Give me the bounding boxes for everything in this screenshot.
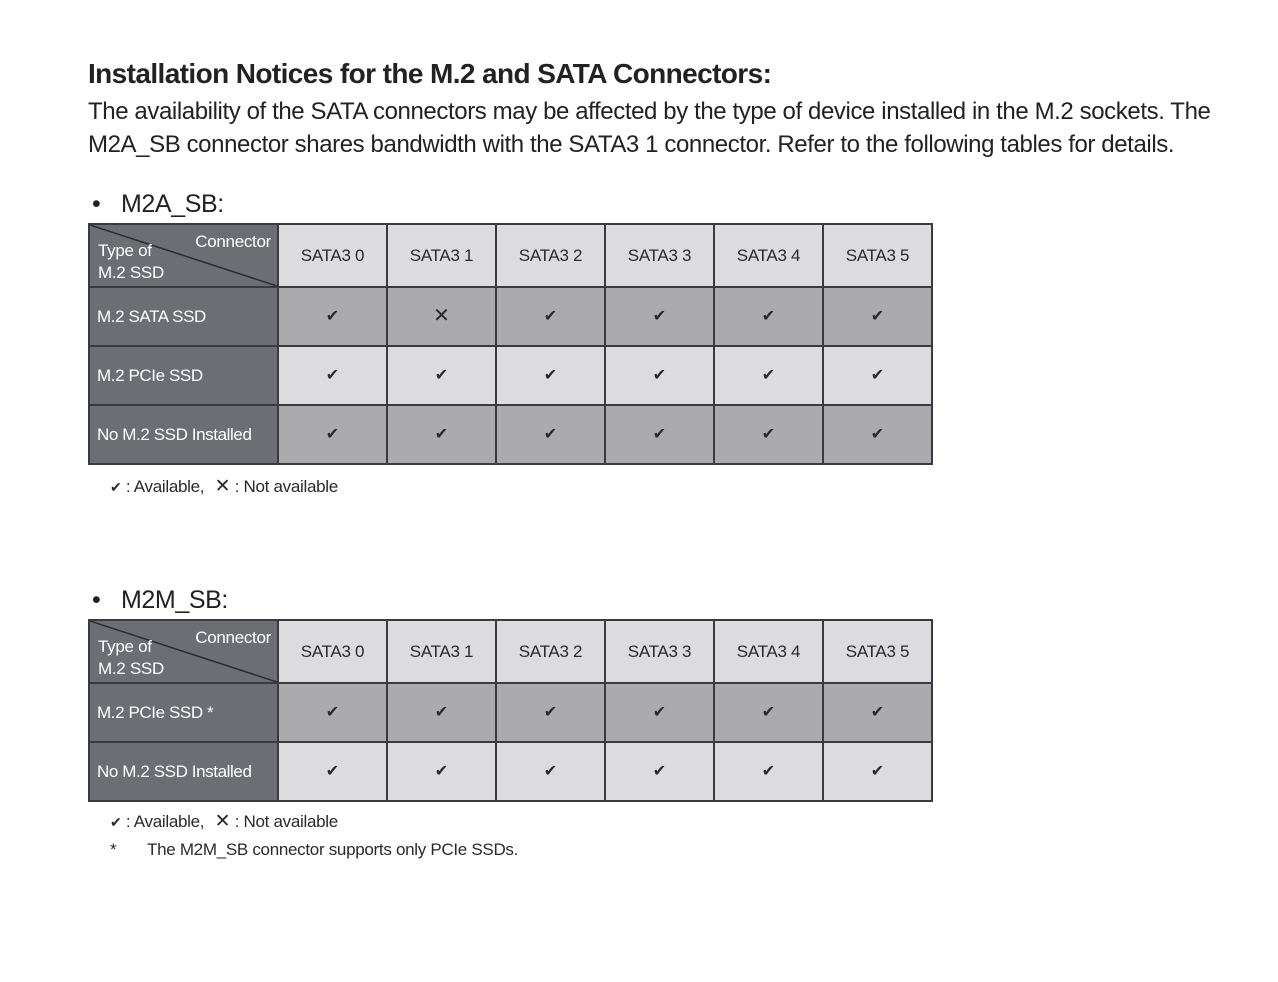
cross-icon: ✕ — [214, 811, 231, 832]
table-cell — [496, 405, 605, 464]
section-title-m2a-sb — [92, 190, 224, 219]
checkmark-icon: ✔ — [870, 366, 885, 384]
column-header-sata3-1: SATA3 1 — [387, 620, 496, 683]
table-cell — [278, 742, 387, 801]
column-header-sata3-1: SATA3 1 — [387, 224, 496, 287]
intro-paragraph: The availability of the SATA connectors may be affected by the type of device installed in the M.2 sockets. The M2A_SB connector shares bandwidth with the SATA3 1 connector. Refer to the following tables for details. — [88, 98, 1211, 158]
column-header-sata3-0: SATA3 0 — [278, 620, 387, 683]
table-cell — [823, 405, 932, 464]
corner-type-label: Type of M.2 SSD — [98, 241, 164, 282]
table-cell — [823, 683, 932, 742]
table-cell — [605, 742, 714, 801]
m2m-sb-table — [88, 619, 933, 802]
section-title-m2m-sb — [92, 586, 228, 615]
bullet-icon: • — [92, 190, 101, 218]
row-header-m2-sata-ssd: M.2 SATA SSD — [89, 287, 278, 346]
table-cell — [496, 742, 605, 801]
column-header-sata3-4: SATA3 4 — [714, 620, 823, 683]
section-title-text: M2A_SB: — [121, 190, 224, 218]
table-cell — [823, 742, 932, 801]
row-header-m2-pcie-ssd: M.2 PCIe SSD * — [89, 683, 278, 742]
legend-m2m-sb — [110, 810, 338, 833]
table-cell — [278, 683, 387, 742]
table-cell — [387, 683, 496, 742]
table-cell — [278, 346, 387, 405]
table-row — [89, 405, 932, 464]
table-cell — [387, 287, 496, 346]
table-cell — [714, 346, 823, 405]
column-header-sata3-4: SATA3 4 — [714, 224, 823, 287]
column-header-sata3-2: SATA3 2 — [496, 224, 605, 287]
table-cell — [387, 346, 496, 405]
column-header-sata3-5: SATA3 5 — [823, 620, 932, 683]
corner-type-label: Type of M.2 SSD — [98, 637, 164, 678]
checkmark-icon: ✔ — [325, 366, 340, 384]
corner-connector-label: Connector — [195, 628, 271, 647]
checkmark-icon: ✔ — [434, 703, 449, 721]
row-header-no-m2-ssd: No M.2 SSD Installed — [89, 742, 278, 801]
legend-not-available-label: : Not available — [234, 812, 338, 831]
checkmark-icon: ✔ — [543, 703, 558, 721]
m2a-sb-table — [88, 223, 933, 465]
column-header-sata3-3: SATA3 3 — [605, 620, 714, 683]
checkmark-icon: ✔ — [761, 703, 776, 721]
table-cell — [605, 346, 714, 405]
checkmark-icon: ✔ — [870, 425, 885, 443]
table-row — [89, 346, 932, 405]
checkmark-icon: ✔ — [870, 307, 885, 325]
table-cell — [714, 405, 823, 464]
row-header-m2-pcie-ssd: M.2 PCIe SSD — [89, 346, 278, 405]
cross-icon: ✕ — [433, 305, 450, 327]
legend-m2a-sb — [110, 475, 338, 498]
checkmark-icon: ✔ — [543, 366, 558, 384]
legend-available-label: : Available, — [125, 812, 205, 831]
column-header-sata3-0: SATA3 0 — [278, 224, 387, 287]
checkmark-icon: ✔ — [652, 425, 667, 443]
table-cell — [496, 287, 605, 346]
table-cell — [278, 405, 387, 464]
checkmark-icon: ✔ — [652, 366, 667, 384]
table-row — [89, 287, 932, 346]
legend-not-available-label: : Not available — [234, 477, 338, 496]
row-header-no-m2-ssd: No M.2 SSD Installed — [89, 405, 278, 464]
table-cell — [605, 287, 714, 346]
table-cell — [714, 683, 823, 742]
cross-icon: ✕ — [214, 476, 231, 497]
checkmark-icon: ✔ — [543, 762, 558, 780]
header-row — [89, 620, 932, 683]
checkmark-icon: ✔ — [761, 307, 776, 325]
bullet-icon: • — [92, 586, 101, 614]
checkmark-icon: ✔ — [325, 425, 340, 443]
checkmark-icon: ✔ — [325, 703, 340, 721]
table-cell — [278, 287, 387, 346]
checkmark-icon: ✔ — [870, 703, 885, 721]
checkmark-icon: ✔ — [543, 425, 558, 443]
corner-connector-label: Connector — [195, 232, 271, 251]
checkmark-icon: ✔ — [325, 762, 340, 780]
checkmark-icon: ✔ — [434, 366, 449, 384]
checkmark-icon: ✔ — [652, 703, 667, 721]
header-row — [89, 224, 932, 287]
checkmark-icon: ✔ — [110, 479, 122, 495]
column-header-sata3-3: SATA3 3 — [605, 224, 714, 287]
footnote-text: The M2M_SB connector supports only PCIe SSDs. — [147, 840, 519, 859]
table-row — [89, 683, 932, 742]
checkmark-icon: ✔ — [543, 307, 558, 325]
page-heading: Installation Notices for the M.2 and SATA Connectors: — [88, 58, 772, 89]
section-title-text: M2M_SB: — [121, 586, 228, 614]
checkmark-icon: ✔ — [761, 762, 776, 780]
checkmark-icon: ✔ — [434, 425, 449, 443]
table-cell — [496, 346, 605, 405]
table-cell — [387, 405, 496, 464]
legend-available-label: : Available, — [125, 477, 205, 496]
checkmark-icon: ✔ — [870, 762, 885, 780]
corner-header-cell — [89, 620, 278, 683]
table-cell — [823, 287, 932, 346]
checkmark-icon: ✔ — [652, 762, 667, 780]
checkmark-icon: ✔ — [761, 425, 776, 443]
table-cell — [714, 742, 823, 801]
table-cell — [714, 287, 823, 346]
corner-header-cell — [89, 224, 278, 287]
footnote-marker: * — [110, 840, 117, 859]
table-cell — [823, 346, 932, 405]
checkmark-icon: ✔ — [761, 366, 776, 384]
column-header-sata3-5: SATA3 5 — [823, 224, 932, 287]
checkmark-icon: ✔ — [652, 307, 667, 325]
footnote — [110, 840, 518, 860]
checkmark-icon: ✔ — [434, 762, 449, 780]
column-header-sata3-2: SATA3 2 — [496, 620, 605, 683]
table-cell — [605, 405, 714, 464]
checkmark-icon: ✔ — [325, 307, 340, 325]
table-row — [89, 742, 932, 801]
table-cell — [605, 683, 714, 742]
table-cell — [496, 683, 605, 742]
checkmark-icon: ✔ — [110, 814, 122, 830]
table-cell — [387, 742, 496, 801]
